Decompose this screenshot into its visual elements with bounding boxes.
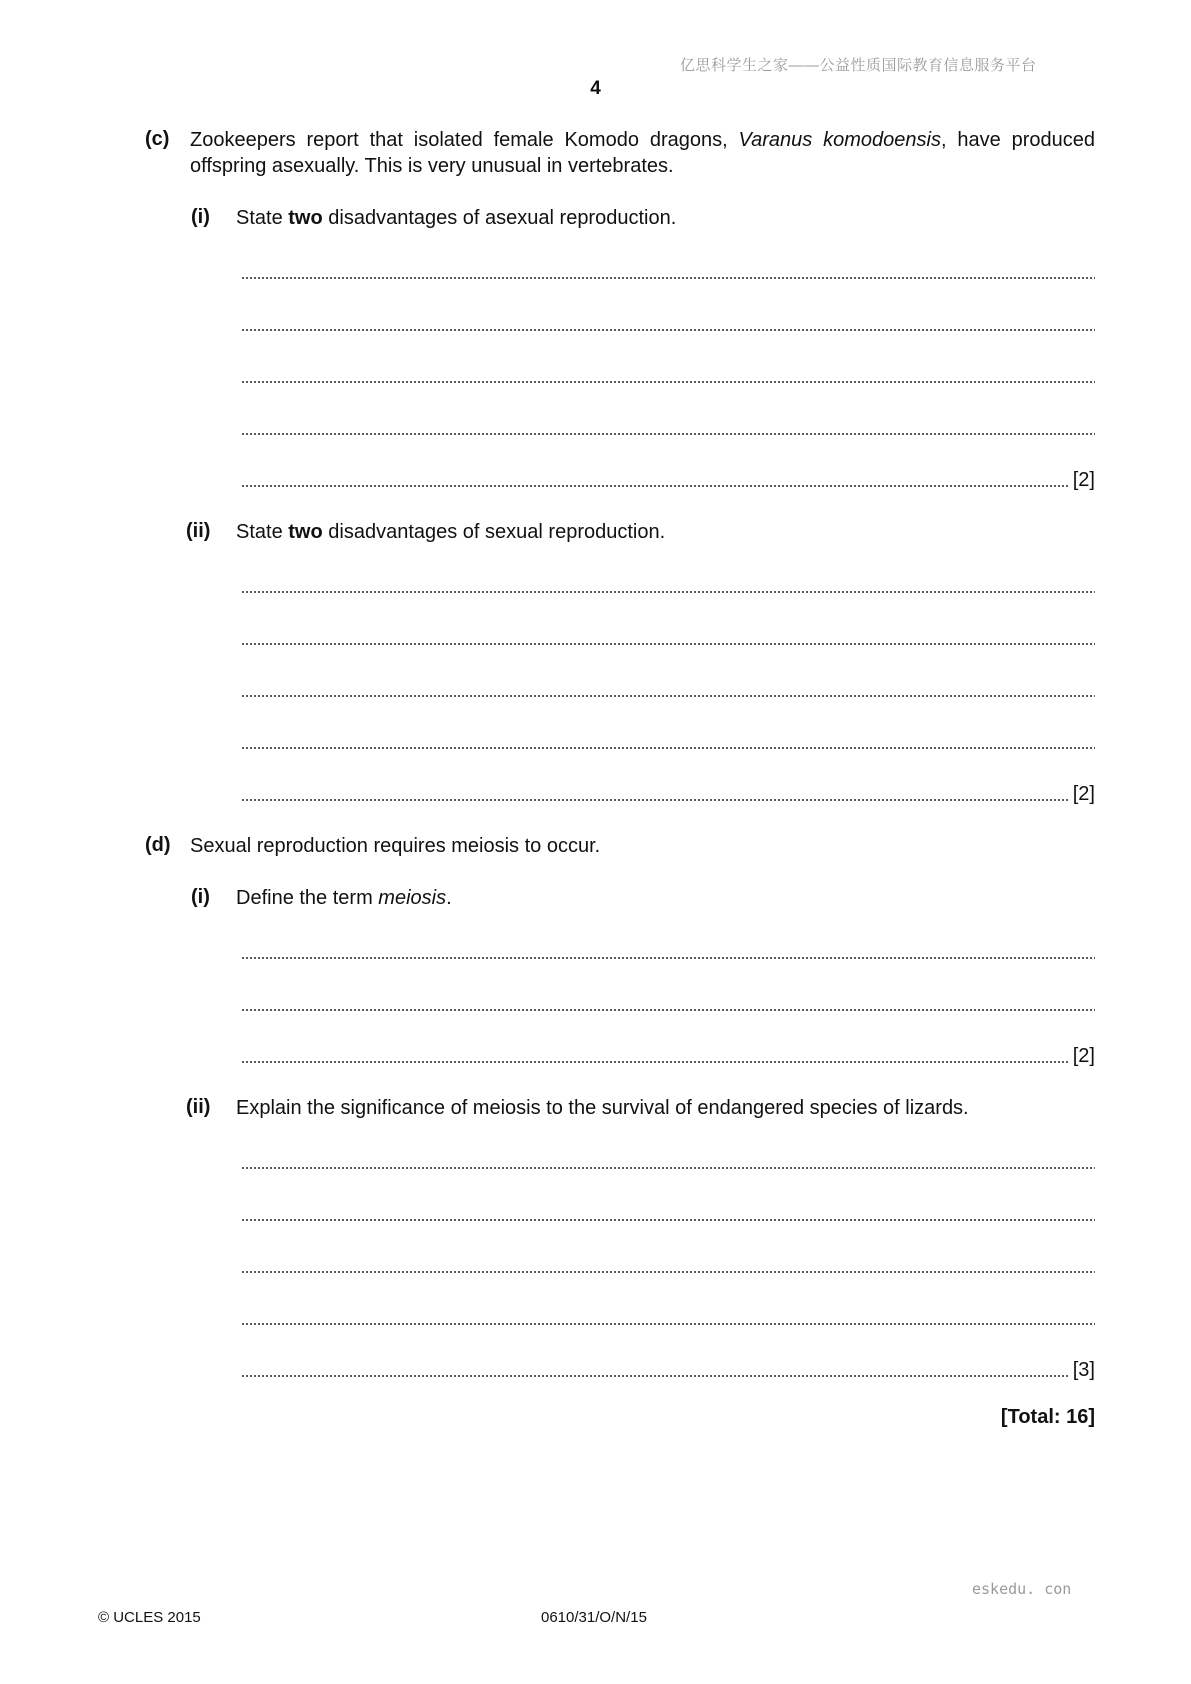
question-text: . xyxy=(446,887,452,909)
species-name: Varanus komodoensis xyxy=(738,129,941,151)
part-c-i-question xyxy=(236,205,676,231)
answer-line[interactable] xyxy=(241,782,1095,806)
part-d-i-label: (i) xyxy=(191,886,210,908)
answer-line[interactable] xyxy=(241,1202,1095,1226)
answer-line[interactable] xyxy=(241,940,1095,964)
answer-line[interactable] xyxy=(241,730,1095,754)
part-c-ii-label: (ii) xyxy=(186,520,211,542)
question-text: State xyxy=(236,521,289,543)
part-c-i-label: (i) xyxy=(191,206,210,228)
answer-line[interactable] xyxy=(241,1254,1095,1278)
part-d-ii-label: (ii) xyxy=(186,1096,211,1118)
answer-line[interactable] xyxy=(241,626,1095,650)
syllabus-code: 0610/31/O/N/15 xyxy=(541,1609,647,1626)
answer-line[interactable] xyxy=(241,574,1095,598)
answer-line[interactable] xyxy=(241,992,1095,1016)
watermark-text-top: 亿思科学生之家——公益性质国际教育信息服务平台 xyxy=(680,57,1037,74)
page-number: 4 xyxy=(590,78,601,99)
copyright-text: © UCLES 2015 xyxy=(98,1609,201,1626)
emphasis-text: two xyxy=(288,521,323,543)
answer-line[interactable] xyxy=(241,312,1095,336)
answer-line[interactable] xyxy=(241,1150,1095,1174)
answer-line[interactable] xyxy=(241,260,1095,284)
part-c-text-after: , have produced offspring asexually. This is very unusual in vertebrates. xyxy=(190,129,1096,177)
question-text: disadvantages of sexual reproduction. xyxy=(322,521,666,543)
question-text: Define the term xyxy=(236,887,379,909)
total-marks: [Total: 16] xyxy=(1000,1406,1095,1428)
answer-line[interactable] xyxy=(241,1358,1095,1382)
answer-line[interactable] xyxy=(241,468,1095,492)
mark-allocation: [2] xyxy=(1072,1045,1095,1067)
watermark-text-bottom: eskedu. con xyxy=(972,1580,1072,1598)
part-c-ii-question xyxy=(236,519,665,545)
mark-allocation: [2] xyxy=(1072,469,1095,491)
part-c-text-before: Zookeepers report that isolated female Komodo dragons, xyxy=(190,129,739,151)
part-c-label: (c) xyxy=(145,128,170,150)
question-text: State xyxy=(236,207,289,229)
part-d-i-question xyxy=(236,885,452,911)
answer-line[interactable] xyxy=(241,678,1095,702)
part-d-question: Sexual reproduction requires meiosis to occur. xyxy=(190,835,601,857)
question-text: disadvantages of asexual reproduction. xyxy=(322,207,677,229)
answer-line[interactable] xyxy=(241,416,1095,440)
part-d-ii-question: Explain the significance of meiosis to the survival of endangered species of lizards. xyxy=(236,1097,969,1119)
term-text: meiosis xyxy=(378,887,447,909)
mark-allocation: [2] xyxy=(1072,783,1095,805)
emphasis-text: two xyxy=(288,207,323,229)
part-c-question xyxy=(190,127,1095,179)
answer-line[interactable] xyxy=(241,1306,1095,1330)
answer-line[interactable] xyxy=(241,364,1095,388)
mark-allocation: [3] xyxy=(1072,1359,1095,1381)
answer-line[interactable] xyxy=(241,1044,1095,1068)
part-d-label: (d) xyxy=(145,834,171,856)
